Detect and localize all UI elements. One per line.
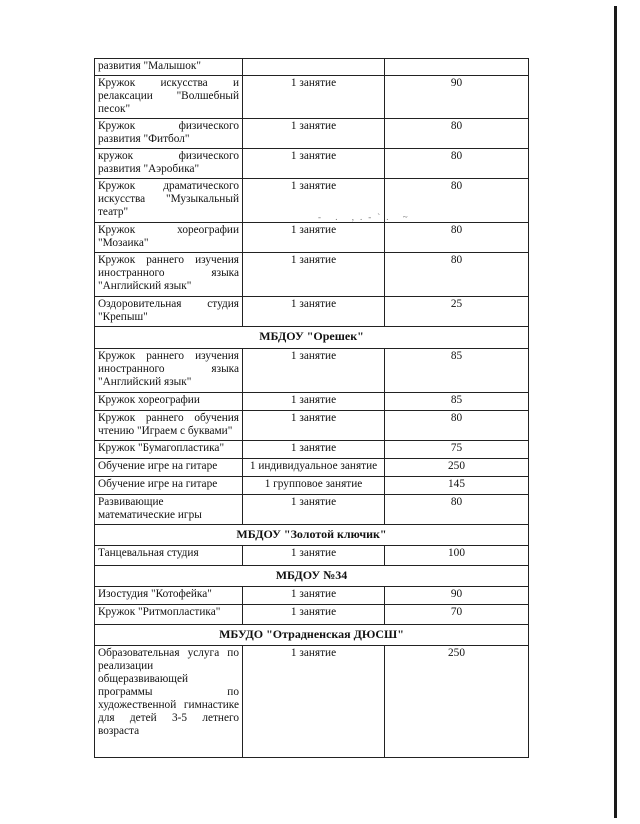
table-row [95,179,529,223]
table-row [95,605,529,625]
service-name-cell: Обучение игре на гитаре [95,477,243,495]
service-price-cell: 100 [385,546,529,566]
service-format-cell: 1 занятие [243,646,385,758]
service-name-cell: Кружок хореографии "Мозаика" [95,223,243,253]
service-price-cell: 70 [385,605,529,625]
table-row [95,587,529,605]
table-row [95,76,529,119]
service-name-cell: Танцевальная студия [95,546,243,566]
table-row [95,393,529,411]
service-name-cell: Кружок "Бумагопластика" [95,441,243,459]
service-price-cell: 75 [385,441,529,459]
service-price-cell: 85 [385,349,529,393]
table-row [95,349,529,393]
table-row [95,59,529,76]
table-row [95,149,529,179]
service-price-cell: 25 [385,297,529,327]
table-row [95,441,529,459]
table-row [95,297,529,327]
table-row [95,411,529,441]
section-title: МБУДО "Отрадненская ДЮСШ" [95,625,529,646]
service-name-cell: Кружок искусства и релаксации "Волшебный песок" [95,76,243,119]
price-table-body [95,59,529,758]
service-format-cell: 1 занятие [243,546,385,566]
service-format-cell: 1 занятие [243,587,385,605]
service-name-cell: Обучение игре на гитаре [95,459,243,477]
service-name-cell: Развивающие математические игры [95,495,243,525]
service-format-cell: 1 занятие [243,223,385,253]
service-format-cell: 1 занятие [243,119,385,149]
table-row [95,477,529,495]
service-price-cell: 80 [385,149,529,179]
section-header-row [95,566,529,587]
section-header-row [95,525,529,546]
service-name-cell: кружок физического развития "Аэробика" [95,149,243,179]
service-name-cell: Изостудия "Котофейка" [95,587,243,605]
service-name-cell: Кружок "Ритмопластика" [95,605,243,625]
service-price-cell: 90 [385,587,529,605]
table-row [95,459,529,477]
table-row [95,253,529,297]
service-format-cell: 1 групповое занятие [243,477,385,495]
service-price-cell: 145 [385,477,529,495]
service-format-cell: 1 занятие [243,349,385,393]
service-price-cell: 250 [385,459,529,477]
price-table [94,58,529,758]
service-price-cell: 80 [385,411,529,441]
service-format-cell: 1 занятие [243,149,385,179]
section-header-row [95,625,529,646]
page-edge-line [614,6,617,818]
table-row [95,119,529,149]
service-format-cell: 1 занятие [243,76,385,119]
service-price-cell [385,59,529,76]
service-format-cell: 1 индивидуальное занятие [243,459,385,477]
service-name-cell: Кружок раннего изучения иностранного языка "Английский язык" [95,253,243,297]
service-name-cell: Кружок драматического искусства "Музыкальный театр" [95,179,243,223]
service-name-cell: Образовательная услуга по реализации общеразвивающей программы по художественной гимнастике для детей 3-5 летнего возраста [95,646,243,758]
table-row [95,495,529,525]
section-header-row [95,327,529,349]
service-price-cell: 250 [385,646,529,758]
service-price-cell: 80 [385,495,529,525]
service-price-cell: 80 [385,179,529,223]
section-title: МБДОУ "Орешек" [95,327,529,349]
service-name-cell: Оздоровительная студия "Крепыш" [95,297,243,327]
service-format-cell: 1 занятие [243,297,385,327]
section-title: МБДОУ №34 [95,566,529,587]
service-format-cell: 1 занятие [243,605,385,625]
table-row [95,546,529,566]
service-format-cell: 1 занятие [243,495,385,525]
service-name-cell: Кружок раннего обучения чтению "Играем с буквами" [95,411,243,441]
service-name-cell: Кружок раннего изучения иностранного языка "Английский язык" [95,349,243,393]
service-price-cell: 85 [385,393,529,411]
service-format-cell: 1 занятие [243,411,385,441]
scan-specks: - . ,.-`. ~ [318,212,414,222]
service-name-cell: Кружок физического развития "Фитбол" [95,119,243,149]
service-format-cell: 1 занятие [243,253,385,297]
service-format-cell [243,59,385,76]
service-name-cell: Кружок хореографии [95,393,243,411]
service-price-cell: 80 [385,253,529,297]
service-price-cell: 80 [385,223,529,253]
service-format-cell: 1 занятие [243,441,385,459]
service-name-cell: развития "Малышок" [95,59,243,76]
service-price-cell: 80 [385,119,529,149]
table-row [95,646,529,758]
table-row [95,223,529,253]
service-format-cell: 1 занятие [243,393,385,411]
service-format-cell: 1 занятие [243,179,385,223]
service-price-cell: 90 [385,76,529,119]
section-title: МБДОУ "Золотой ключик" [95,525,529,546]
